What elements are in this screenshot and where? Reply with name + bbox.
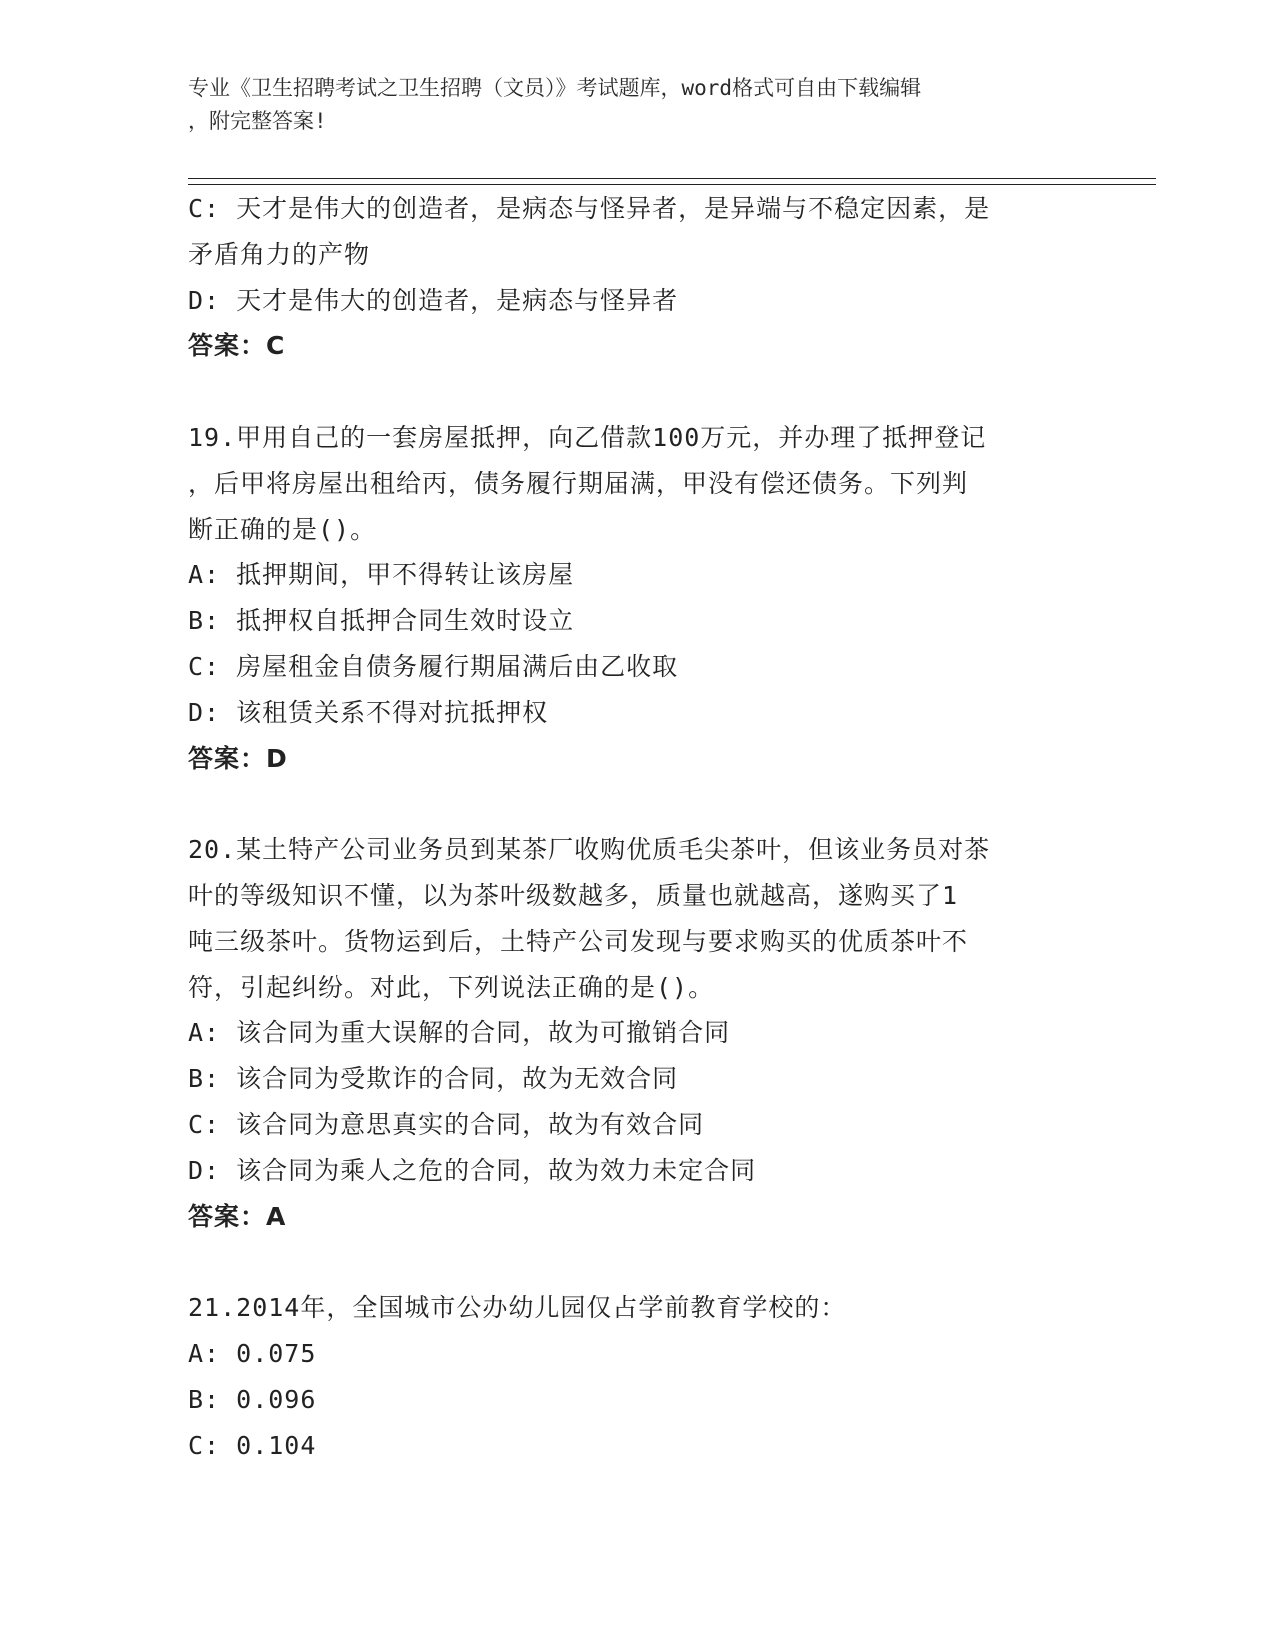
question-19 xyxy=(188,415,1088,781)
q20-stem-line-1: 20.某土特产公司业务员到某茶厂收购优质毛尖茶叶，但该业务员对茶 xyxy=(188,835,991,865)
question-21 xyxy=(188,1285,1088,1468)
question-20 xyxy=(188,827,1088,1239)
header-line-2: ，附完整答案! xyxy=(188,109,327,133)
q19-answer: 答案：D xyxy=(188,743,288,773)
q20-option-b: B: 该合同为受欺诈的合同，故为无效合同 xyxy=(188,1064,679,1094)
q20-stem-line-3: 吨三级茶叶。货物运到后，土特产公司发现与要求购买的优质茶叶不 xyxy=(188,926,969,956)
question-body xyxy=(188,186,1088,1468)
q18-option-c-line-2: 矛盾角力的产物 xyxy=(188,239,371,269)
q18-option-d: D: 天才是伟大的创造者，是病态与怪异者 xyxy=(188,285,679,315)
q18-option-c-line-1: C: 天才是伟大的创造者，是病态与怪异者，是异端与不稳定因素，是 xyxy=(188,194,991,223)
q19-stem-line-2: ，后甲将房屋出租给丙，债务履行期届满，甲没有偿还债务。下列判 xyxy=(188,468,969,498)
q19-stem-line-3: 断正确的是()。 xyxy=(188,514,377,544)
q19-stem-line-1: 19.甲用自己的一套房屋抵押，向乙借款100万元，并办理了抵押登记 xyxy=(188,422,987,452)
q20-answer: 答案：A xyxy=(188,1201,287,1231)
page-header xyxy=(188,72,1088,138)
q20-option-a: A: 该合同为重大误解的合同，故为可撤销合同 xyxy=(188,1018,731,1048)
q21-stem-line-1: 21.2014年，全国城市公办幼儿园仅占学前教育学校的： xyxy=(188,1293,847,1323)
header-double-rule xyxy=(188,178,1156,185)
q21-option-a: A: 0.075 xyxy=(188,1338,317,1368)
q20-stem-line-4: 符，引起纠纷。对此，下列说法正确的是()。 xyxy=(188,972,715,1002)
q21-option-c: C: 0.104 xyxy=(188,1430,317,1460)
q19-option-c: C: 房屋租金自债务履行期届满后由乙收取 xyxy=(188,651,679,681)
q20-option-c: C: 该合同为意思真实的合同，故为有效合同 xyxy=(188,1109,705,1139)
question-18 xyxy=(188,186,1088,369)
header-line-1: 专业《卫生招聘考试之卫生招聘（文员）》考试题库，word格式可自由下载编辑 xyxy=(188,76,922,100)
q21-option-b: B: 0.096 xyxy=(188,1384,317,1414)
q20-stem-line-2: 叶的等级知识不懂，以为茶叶级数越多，质量也就越高，遂购买了1 xyxy=(188,880,959,910)
q19-option-a: A: 抵押期间，甲不得转让该房屋 xyxy=(188,560,575,590)
q19-option-d: D: 该租赁关系不得对抗抵押权 xyxy=(188,697,549,727)
q18-answer: 答案：C xyxy=(188,331,286,361)
q19-option-b: B: 抵押权自抵押合同生效时设立 xyxy=(188,606,575,636)
spacer xyxy=(188,781,1088,827)
spacer xyxy=(188,1239,1088,1285)
spacer xyxy=(188,369,1088,415)
q20-option-d: D: 该合同为乘人之危的合同，故为效力未定合同 xyxy=(188,1155,757,1185)
